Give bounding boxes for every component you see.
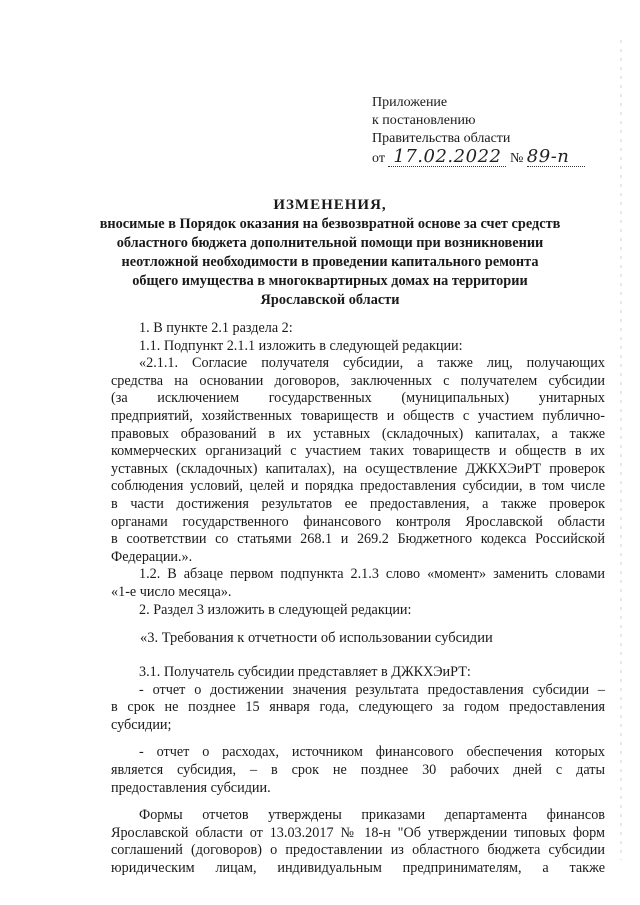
paragraph-3-line-8: соблюдения условий, целей и порядка предоставления субсидии, в том числе xyxy=(111,478,605,495)
title-line-5: Ярославской области xyxy=(260,292,400,308)
paragraph-4-line-2: «1-е число месяца». xyxy=(111,583,232,600)
paragraph-3-line-6: коммерческих организаций с участием таких товариществ и обществ в их xyxy=(111,443,605,460)
title-heading: ИЗМЕНЕНИЯ, xyxy=(273,197,387,213)
scan-edge-artifact xyxy=(620,40,622,860)
body-text-part-2 xyxy=(111,664,605,878)
appendix-line-3: Правительства области xyxy=(372,131,511,146)
body-text-part-1 xyxy=(111,320,605,619)
paragraph-3-line-5: правовых образований в их уставных (складочных) капиталах, а также xyxy=(111,425,605,442)
title-line-4: общего имущества в многоквартирных домах на территории xyxy=(132,273,528,289)
paragraph-3-line-4: предприятий, хозяйственных товариществ и обществ с участием публично- xyxy=(111,407,605,424)
paragraph-8-line-2: является субсидия, – в срок не позднее 30 рабочих дней с даты xyxy=(111,761,605,778)
paragraph-7-line-1: - отчет о достижении значения результата предоставления субсидии – xyxy=(139,681,605,698)
paragraph-3-line-9: в части достижения результатов ее предоставления, а также проверок xyxy=(111,495,605,512)
paragraph-1: 1. В пункте 2.1 раздела 2: xyxy=(139,320,293,336)
paragraph-7-line-3: субсидии; xyxy=(111,716,172,733)
number-prefix: № xyxy=(509,151,524,166)
paragraph-3-line-12: Федерации.». xyxy=(111,548,193,565)
title-line-2: областного бюджета дополнительной помощи при возникновении xyxy=(116,235,544,251)
paragraph-5: 2. Раздел 3 изложить в следующей редакции: xyxy=(139,601,412,618)
title-line-3: неотложной необходимости в проведении капитального ремонта xyxy=(121,254,539,270)
handwritten-number: 89-п xyxy=(527,148,585,167)
paragraph-8-line-3: предоставления субсидии. xyxy=(111,779,271,796)
paragraph-4-line-1: 1.2. В абзаце первом подпункта 2.1.3 слово «момент» заменить словами xyxy=(139,566,605,583)
paragraph-9-line-3: соглашений (договоров) о предоставлении из областного бюджета субсидии xyxy=(111,842,605,859)
paragraph-8-line-1: - отчет о расходах, источником финансового обеспечения которых xyxy=(139,744,605,761)
appendix-block xyxy=(372,94,612,168)
appendix-date-line xyxy=(372,148,612,168)
paragraph-3-line-11: в соответствии со статьями 268.1 и 269.2 Бюджетного кодекса Российской xyxy=(111,531,605,548)
paragraph-2: 1.1. Подпункт 2.1.1 изложить в следующей редакции: xyxy=(139,337,463,354)
paragraph-9-line-2: Ярославской области от 13.03.2017 № 18-н "Об утверждении типовых форм xyxy=(111,824,605,841)
paragraph-3-line-10: органами государственного финансового контроля Ярославской области xyxy=(111,513,605,530)
title-line-1: вносимые в Порядок оказания на безвозвратной основе за счет средств xyxy=(99,216,561,232)
document-title xyxy=(60,196,600,310)
handwritten-date: 17.02.2022 xyxy=(388,148,506,167)
appendix-line-2: к постановлению xyxy=(372,113,476,128)
paragraph-3-line-1: «2.1.1. Согласие получателя субсидии, а также лиц, получающих xyxy=(139,355,605,372)
paragraph-9-line-4: юридическим лицам, индивидуальным предпринимателям, а также xyxy=(111,859,605,876)
paragraph-6: 3.1. Получатель субсидии представляет в ДЖКХЭиРТ: xyxy=(139,664,471,680)
paragraph-3-line-7: уставных (складочных) капиталах), на осуществление ДЖКХЭиРТ проверок xyxy=(111,460,605,477)
paragraph-9-line-1: Формы отчетов утверждены приказами департамента финансов xyxy=(139,807,605,824)
paragraph-3-line-3: (за исключением государственных (муниципальных) унитарных xyxy=(111,390,605,407)
paragraph-7-line-2: в срок не позднее 15 января года, следующего за годом предоставления xyxy=(111,699,605,716)
section-3-title: «3. Требования к отчетности об использовании субсидии xyxy=(140,630,493,646)
appendix-line-1: Приложение xyxy=(372,95,448,110)
from-prefix: от xyxy=(372,151,385,166)
paragraph-3-line-2: средства на основании договоров, заключенных с получателем субсидии xyxy=(111,372,605,389)
